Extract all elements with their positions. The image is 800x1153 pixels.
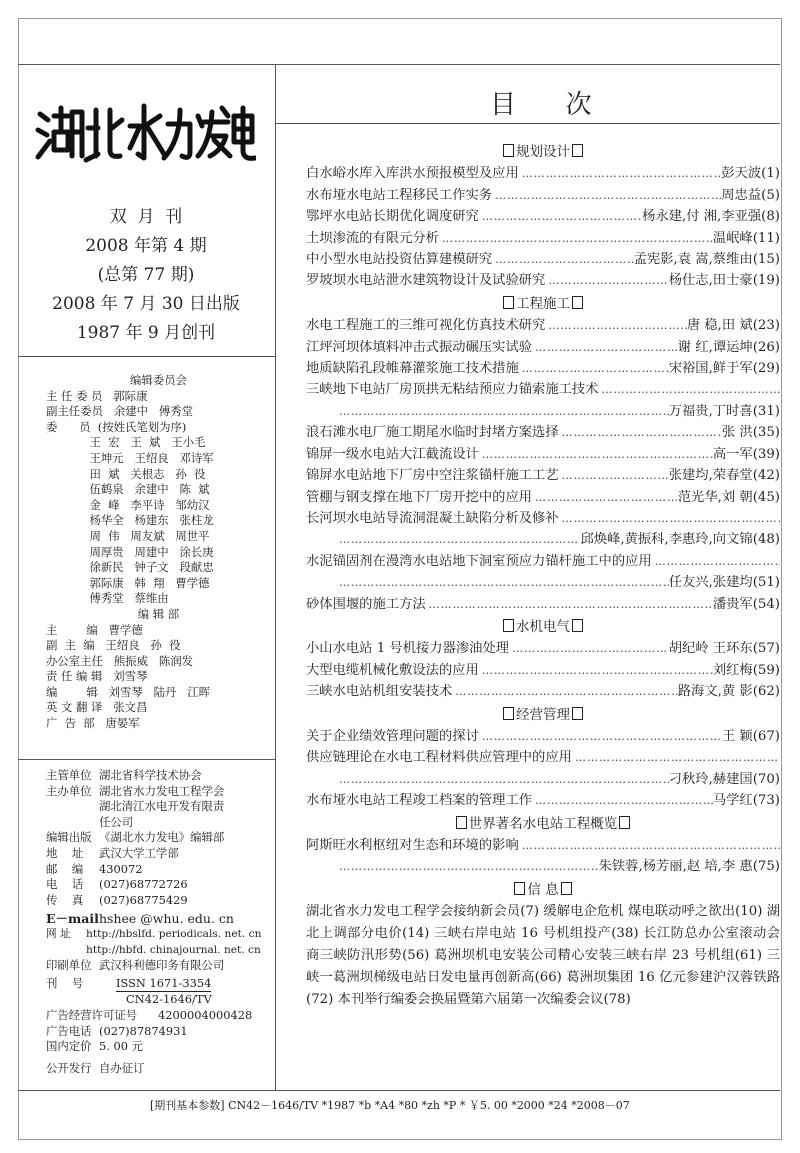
info-row <box>46 893 271 909</box>
news-briefs: 湖北省水力发电工程学会接纳新会员(7) 缓解电企危机 煤电联动呼之欲出(10) 湖北上调部分电价(14) 三峡右岸电站 16 号机组投产(38) 长江防总办公室滚动会商三峡防汛形势(56) 葛洲坝机电安装公司精心安装三峡右岸 23 号机组(61) 三峡一葛洲坝梯级电站日发电量再创新高(66) 葛洲坝集团 16 亿元参建沪汉蓉铁路(72) 本刊举行编委会换届暨第六届第一次编委会议(78) <box>306 904 780 1008</box>
leader-dots <box>509 638 669 659</box>
article-authors: 唐 稳,田 斌(23) <box>686 318 780 334</box>
info-row <box>46 815 271 831</box>
section-heading <box>306 880 780 901</box>
committee-line: 周厚贵 周建中 涂长庚 <box>46 544 214 559</box>
toc-entry[interactable] <box>306 379 780 400</box>
article-authors: 刁秋玲,赫建国(70) <box>668 771 780 787</box>
leader-dots <box>492 249 633 270</box>
toc-entry[interactable] <box>306 551 780 572</box>
toc-entry[interactable] <box>306 358 780 379</box>
toc-entry[interactable] <box>306 594 780 615</box>
toc-entry-continuation <box>306 529 780 550</box>
article-authors: 任友兴,张建均(51) <box>668 575 780 591</box>
article-authors: 潘贵军(54) <box>712 596 780 612</box>
website-url-2[interactable]: http://hbfd. chinajournal. net. cn <box>86 943 261 956</box>
article-title[interactable]: 水泥锚固剂在漫湾水电站地下洞室预应力锚杆施工中的应用 <box>306 553 652 569</box>
toc-title: 目 次 <box>490 90 592 120</box>
box-icon <box>503 707 514 720</box>
box-icon <box>572 619 583 632</box>
logo-text: 湖北水力发电 <box>34 102 40 103</box>
info-label <box>46 799 99 815</box>
article-title[interactable]: 长河坝水电站导流洞混凝土缺陷分析及修补 <box>306 510 559 526</box>
info-row <box>46 830 271 846</box>
info-row <box>46 1061 271 1077</box>
info-label: 邮 编 <box>46 861 84 876</box>
committee-line: 田 斌 关根志 孙 役 <box>46 466 206 481</box>
article-title[interactable]: 三峡地下电站厂房顶拱无粘结预应力锚索施工技术 <box>306 382 599 398</box>
box-icon <box>456 816 467 829</box>
journal-parameters: [期刊基本参数] CN42－1646/TV *1987 *b *A4 *80 *zh *P * ￥5. 00 *2000 *24 *2008－07 <box>150 1099 630 1112</box>
info-value: 自办征订 <box>99 1060 145 1075</box>
article-authors: 胡纪岭 王环东(57) <box>668 641 780 657</box>
info-label: 编辑出版 <box>46 830 92 845</box>
toc-entry[interactable] <box>306 508 780 529</box>
article-title[interactable]: 管棚与钢支撑在地下厂房开挖中的应用 <box>306 489 533 505</box>
section-heading <box>306 617 780 638</box>
editorial-committee <box>46 373 271 732</box>
info-value: 任公司 <box>99 814 134 829</box>
committee-line: 傅秀堂 蔡维由 <box>46 591 169 606</box>
article-title[interactable]: 罗坡坝水电站泄水建筑物设计及试验研究 <box>306 273 546 289</box>
box-icon <box>561 882 572 895</box>
issn-row <box>46 976 271 993</box>
article-authors: 朱铁蓉,杨芳丽,赵 培,李 惠(75) <box>598 859 780 875</box>
info-value: 《湖北水力发电》编辑部 <box>99 830 225 845</box>
leader-dots <box>336 572 669 593</box>
journal-logo <box>34 102 256 168</box>
leader-dots <box>559 422 722 443</box>
toc-title-rule <box>276 123 780 124</box>
info-value: 湖北省水力发电工程学会 <box>99 783 225 798</box>
info-row <box>46 846 271 862</box>
toc-entry-continuation <box>306 572 780 593</box>
footer-rule <box>18 1090 780 1091</box>
article-authors: 王 颖(67) <box>721 728 780 744</box>
leader-dots <box>336 856 599 877</box>
box-icon <box>619 816 630 829</box>
leader-dots <box>532 790 713 811</box>
section-name: 世界著名水电站工程概览 <box>468 815 618 832</box>
website-url-1[interactable]: http://hbslfd. periodicals. net. cn <box>86 927 262 940</box>
info-row <box>46 862 271 878</box>
article-title[interactable]: 浪石滩水电厂施工期尾水临时封堵方案选择 <box>306 425 559 441</box>
box-icon <box>503 619 514 632</box>
box-icon <box>514 882 525 895</box>
toc-entry[interactable] <box>306 681 780 702</box>
leader-dots <box>599 379 780 400</box>
toc-entry[interactable] <box>306 337 780 358</box>
founded-date: 1987 年 9 月创刊 <box>76 323 216 343</box>
email-value[interactable]: hshee @whu. edu. cn <box>99 911 234 927</box>
info-value: (027)68775429 <box>99 892 188 907</box>
leader-dots <box>519 835 780 856</box>
leader-dots <box>519 163 722 184</box>
leader-dots <box>479 444 713 465</box>
section-heading <box>306 814 780 835</box>
article-title[interactable]: 鄂坪水电站长期优化调度研究 <box>306 209 479 225</box>
info-row <box>46 958 271 974</box>
info-row <box>46 784 271 800</box>
issn-label: 刊 号 <box>46 975 84 990</box>
leader-dots <box>559 508 780 529</box>
info-row <box>46 877 271 893</box>
info-row <box>46 768 271 784</box>
editorial-line: 副 主 编 王绍良 孙 役 <box>46 638 181 653</box>
leader-dots <box>545 270 668 291</box>
article-authors: 杨永建,付 湘,李亚强(8) <box>642 209 780 225</box>
editorial-line: 英 文 翻 译 张文昌 <box>46 700 148 715</box>
committee-line: 杨华全 杨建东 张柱龙 <box>46 513 214 528</box>
issn-value: ISSN 1671-3354 <box>116 976 211 993</box>
committee-line: 副主任委员 余建中 傅秀堂 <box>46 404 194 419</box>
leader-dots <box>532 487 678 508</box>
section-name: 规划设计 <box>516 144 570 160</box>
box-icon <box>503 296 514 309</box>
toc-entry[interactable] <box>306 270 780 291</box>
info-label: 电 话 <box>46 877 84 892</box>
article-title[interactable]: 江坪河坝体填料冲击式振动碾压实试验 <box>306 339 533 355</box>
committee-line: 徐新民 钟子文 段献忠 <box>46 560 214 575</box>
toc-entry[interactable] <box>306 185 780 206</box>
info-label: 地 址 <box>46 845 84 860</box>
box-icon <box>572 296 583 309</box>
leader-dots <box>336 769 669 790</box>
box-icon <box>572 144 583 157</box>
committee-line: 主 任 委 员 郭际康 <box>46 388 148 403</box>
toc-entry[interactable] <box>306 465 780 486</box>
info-label: 公开发行 <box>46 1060 92 1075</box>
article-title[interactable]: 锦屏水电站地下厂房中空注浆锚杆施工工艺 <box>306 468 559 484</box>
section-name: 经营管理 <box>516 706 570 723</box>
toc-entry[interactable] <box>306 228 780 249</box>
committee-line: 委 员 (按姓氏笔划为序) <box>46 419 187 434</box>
info-value: 湖北清江水电开发有限责 <box>99 799 225 814</box>
info-value: 4200004000428 <box>158 1007 253 1022</box>
toc-entry-continuation <box>306 401 780 422</box>
leader-dots <box>452 681 678 702</box>
info-label: 传 真 <box>46 892 84 907</box>
article-authors: 邱焕峰,黄振科,李惠玲,向文锦(48) <box>580 532 780 548</box>
section-name: 工程施工 <box>516 295 570 312</box>
committee-line: 伍鹤泉 余建中 陈 斌 <box>46 482 210 497</box>
article-title[interactable]: 关于企业绩效管理问题的探讨 <box>306 728 479 744</box>
publication-info <box>46 768 271 1076</box>
info-row <box>46 799 271 815</box>
leader-dots <box>652 551 780 572</box>
article-authors: 彭天波(1) <box>721 166 780 182</box>
info-label: 广告电话 <box>46 1023 92 1038</box>
article-title[interactable]: 中小型水电站投资估算建模研究 <box>306 252 493 268</box>
leader-dots <box>479 206 642 227</box>
info-row <box>46 1008 271 1024</box>
info-label <box>46 815 99 831</box>
editorial-line: 责 任 编 辑 刘雪琴 <box>46 669 148 684</box>
editorial-line: 广 告 部 唐晏军 <box>46 716 140 731</box>
section-heading <box>306 294 780 315</box>
info-label: 国内定价 <box>46 1039 92 1054</box>
email-label: E－mail <box>46 911 99 927</box>
section-heading <box>306 705 780 726</box>
article-authors: 万福贵,丁时喜(31) <box>668 403 780 419</box>
website-row <box>46 927 271 943</box>
leader-dots <box>572 747 780 768</box>
article-title[interactable]: 地质缺陷孔段帷幕灌浆施工技术措施 <box>306 361 519 377</box>
editorial-line: 办公室主任 熊振威 陈润发 <box>46 653 194 668</box>
editorial-office-heading: 编 辑 部 <box>137 606 180 621</box>
toc-entry[interactable] <box>306 249 780 270</box>
article-authors: 刘红梅(59) <box>712 662 780 678</box>
article-title[interactable]: 小山水电站 1 号机接力器渗油处理 <box>306 641 510 657</box>
committee-line: 金 峰 李平诗 邹幼汉 <box>46 497 210 512</box>
toc-entry[interactable] <box>306 835 780 856</box>
article-title[interactable]: 供应链理论在水电工程材料供应管理中的应用 <box>306 750 572 766</box>
leader-dots <box>492 185 721 206</box>
info-value: 5. 00 元 <box>99 1039 143 1054</box>
section-heading <box>306 142 780 163</box>
section-name: 水机电气 <box>516 618 570 635</box>
article-title[interactable]: 阿斯旺水利枢纽对生态和环境的影响 <box>306 838 519 853</box>
cn-value: CN42-1646/TV <box>126 992 212 1007</box>
committee-rule <box>18 759 275 760</box>
leader-dots <box>519 358 669 379</box>
toc-entry[interactable] <box>306 206 780 227</box>
article-title[interactable]: 土坝渗流的有限元分析 <box>306 230 439 246</box>
article-authors: 路海文,黄 影(62) <box>677 684 780 700</box>
issue-number: 2008 年第 4 期 <box>85 236 207 256</box>
section-name: 信 息 <box>527 881 559 898</box>
committee-line: 王 宏 王 斌 王小毛 <box>46 435 206 450</box>
leader-dots <box>479 726 722 747</box>
info-row <box>46 1039 271 1055</box>
article-authors: 高一军(39) <box>712 446 780 462</box>
article-title[interactable]: 水电工程施工的三维可视化仿真技术研究 <box>306 318 546 334</box>
committee-line: 郭际康 韩 翔 曹学德 <box>46 575 210 590</box>
article-authors: 宋裕国,鲜于军(29) <box>668 361 780 377</box>
column-divider <box>275 64 276 1090</box>
article-title[interactable]: 大型电缆机械化敷设法的应用 <box>306 662 479 678</box>
article-authors: 张建均,荣春堂(42) <box>668 468 780 484</box>
website-label: 网 址 <box>46 927 71 940</box>
committee-line: 周 伟 周友斌 周世平 <box>46 528 210 543</box>
editorial-line: 编 辑 刘雪琴 陆丹 江晖 <box>46 684 211 699</box>
article-title[interactable]: 砂体围堰的施工方法 <box>306 596 426 612</box>
top-rule <box>18 64 780 65</box>
toc-entry[interactable] <box>306 638 780 659</box>
article-title[interactable]: 三峡水电站机组安装技术 <box>306 684 453 700</box>
frequency: 双 月 刊 <box>109 207 183 227</box>
toc-entry[interactable] <box>306 726 780 747</box>
info-value: (027)87874931 <box>99 1023 188 1038</box>
toc-entry[interactable] <box>306 747 780 768</box>
editorial-line: 主 编 曹学德 <box>46 622 143 637</box>
info-label: 主管单位 <box>46 768 92 782</box>
info-label: 印刷单位 <box>46 958 92 973</box>
toc-entry[interactable] <box>306 422 780 443</box>
leader-dots <box>336 529 580 550</box>
article-title[interactable]: 白水峪水库入库洪水预报模型及应用 <box>306 166 519 182</box>
article-authors: 杨仕志,田士豪(19) <box>668 273 780 289</box>
info-value: 430072 <box>99 861 143 876</box>
leader-dots <box>545 315 686 336</box>
article-title[interactable]: 水布垭水电站工程竣工档案的管理工作 <box>306 793 533 809</box>
info-value: 武汉大学工学部 <box>99 845 179 860</box>
table-of-contents <box>306 142 780 1011</box>
masthead <box>20 203 272 348</box>
info-label: 广告经营许可证号 <box>46 1007 138 1022</box>
article-authors: 范光华,刘 朝(45) <box>677 489 780 505</box>
toc-entry[interactable] <box>306 444 780 465</box>
info-value: (027)68772726 <box>99 877 188 892</box>
toc-entry[interactable] <box>306 660 780 681</box>
leader-dots <box>532 337 678 358</box>
total-issue: (总第 77 期) <box>97 265 195 285</box>
toc-entry-continuation <box>306 856 780 877</box>
website-row <box>46 943 271 959</box>
email-row <box>46 911 271 927</box>
article-authors: 张 洪(35) <box>721 425 780 441</box>
leader-dots <box>479 660 713 681</box>
committee-line: 王坤元 王绍良 邓诗军 <box>46 450 214 465</box>
info-label: 主办单位 <box>46 783 92 798</box>
box-icon <box>572 707 583 720</box>
toc-entry-continuation <box>306 769 780 790</box>
article-authors: 周忠益(5) <box>721 187 780 203</box>
info-value: 湖北省科学技术协会 <box>99 768 202 782</box>
article-authors: 马学红(73) <box>712 793 780 809</box>
leader-dots <box>336 401 669 422</box>
info-row <box>46 1024 271 1040</box>
leader-dots <box>559 465 669 486</box>
committee-heading: 编辑委员会 <box>130 373 187 387</box>
article-title[interactable]: 水布垭水电站工程移民工作实务 <box>306 187 493 203</box>
toc-entry[interactable] <box>306 487 780 508</box>
cn-row <box>46 992 271 1008</box>
leader-dots <box>426 594 713 615</box>
article-authors: 孟宪影,袁 嵩,蔡维由(15) <box>633 252 780 268</box>
article-authors: 谢 红,谭运坤(26) <box>677 339 780 355</box>
toc-entry[interactable] <box>306 163 780 184</box>
toc-entry[interactable] <box>306 790 780 811</box>
toc-entry[interactable] <box>306 315 780 336</box>
publish-date: 2008 年 7 月 30 日出版 <box>52 294 240 314</box>
box-icon <box>503 144 514 157</box>
article-title[interactable]: 锦屏一级水电站大江截流设计 <box>306 446 479 462</box>
info-value: 武汉科利德印务有限公司 <box>99 958 225 973</box>
leader-dots <box>439 228 713 249</box>
article-authors: 温岷峰(11) <box>712 230 780 246</box>
masthead-rule <box>18 356 275 357</box>
